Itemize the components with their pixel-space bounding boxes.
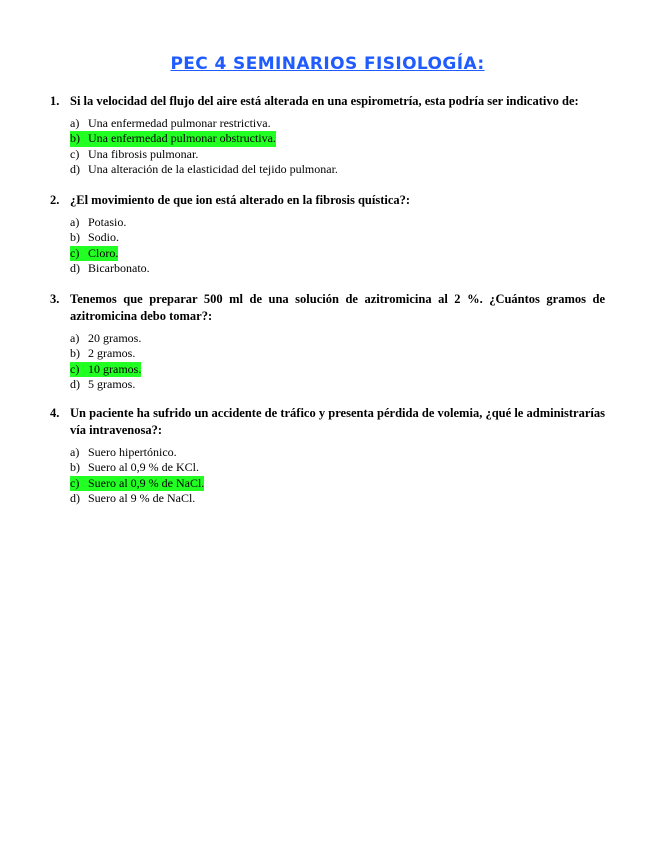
option-text: Cloro. [88, 245, 119, 260]
question-header [50, 93, 605, 110]
option-text: 20 gramos. [88, 331, 142, 345]
option-d [70, 491, 605, 506]
option-letter: d) [70, 377, 80, 392]
option-letter: c) [70, 361, 80, 376]
option-text: Una alteración de la elasticidad del tejido pulmonar. [88, 162, 338, 177]
option-letter: b) [70, 460, 80, 475]
option-d [70, 377, 605, 392]
option-text: Una enfermedad pulmonar restrictiva. [88, 116, 271, 130]
option-letter: a) [70, 445, 80, 459]
option-text: 5 gramos. [88, 377, 136, 392]
options-list [70, 215, 605, 277]
question-header [50, 405, 605, 439]
option-letter: a) [70, 116, 80, 130]
answer-highlight [70, 131, 276, 146]
option-a [70, 215, 605, 230]
answer-highlight [70, 476, 204, 491]
option-b [70, 131, 605, 146]
option-letter: c) [70, 245, 80, 260]
option-c [70, 246, 605, 261]
option-letter: d) [70, 261, 80, 276]
document-title: PEC 4 SEMINARIOS FISIOLOGÍA: [170, 54, 485, 74]
question-number: 4. [50, 406, 60, 420]
option-text: Una fibrosis pulmonar. [88, 146, 199, 161]
options-list [70, 116, 605, 178]
option-letter: b) [70, 230, 80, 245]
option-letter: b) [70, 346, 80, 361]
option-letter: d) [70, 162, 80, 177]
option-letter: a) [70, 331, 80, 345]
option-text: Suero hipertónico. [88, 445, 177, 459]
question-text: ¿El movimiento de que ion está alterado en la fibrosis quística?: [70, 193, 411, 207]
option-a [70, 445, 605, 460]
option-text: Sodio. [88, 230, 120, 245]
options-list [70, 331, 605, 393]
option-b [70, 346, 605, 361]
option-a [70, 116, 605, 131]
option-letter: d) [70, 491, 80, 506]
question-header [50, 291, 605, 325]
option-c [70, 147, 605, 162]
option-a [70, 331, 605, 346]
question-text: Si la velocidad del flujo del aire está alterada en una espirometría, esta podría ser indicativo de: [70, 94, 579, 108]
option-text: Suero al 0,9 % de KCl. [88, 460, 199, 475]
option-text: 2 gramos. [88, 346, 136, 361]
question-4 [50, 405, 605, 507]
question-number: 3. [50, 292, 60, 306]
option-letter: b) [70, 131, 80, 146]
option-b [70, 460, 605, 475]
option-letter: c) [70, 475, 80, 490]
option-text: Una enfermedad pulmonar obstructiva. [88, 131, 276, 146]
answer-highlight [70, 246, 118, 261]
option-letter: a) [70, 215, 80, 229]
option-c [70, 362, 605, 377]
option-letter: c) [70, 146, 80, 161]
question-text: Un paciente ha sufrido un accidente de tráfico y presenta pérdida de volemia, ¿qué le administrarías vía intravenosa?: [70, 406, 605, 437]
option-text: Suero al 9 % de NaCl. [88, 491, 196, 506]
option-text: Potasio. [88, 215, 127, 229]
answer-highlight [70, 362, 141, 377]
question-1 [50, 93, 605, 178]
option-c [70, 476, 605, 491]
question-2 [50, 192, 605, 277]
question-header [50, 192, 605, 209]
option-d [70, 162, 605, 177]
option-text: Bicarbonato. [88, 261, 150, 276]
option-text: Suero al 0,9 % de NaCl. [88, 475, 205, 490]
question-number: 1. [50, 94, 60, 108]
option-text: 10 gramos. [88, 361, 142, 376]
option-d [70, 261, 605, 276]
option-b [70, 230, 605, 245]
question-text: Tenemos que preparar 500 ml de una solución de azitromicina al 2 %. ¿Cuántos gramos de azitromicina debo tomar?: [70, 292, 605, 323]
options-list [70, 445, 605, 507]
question-3 [50, 291, 605, 393]
question-number: 2. [50, 193, 60, 207]
